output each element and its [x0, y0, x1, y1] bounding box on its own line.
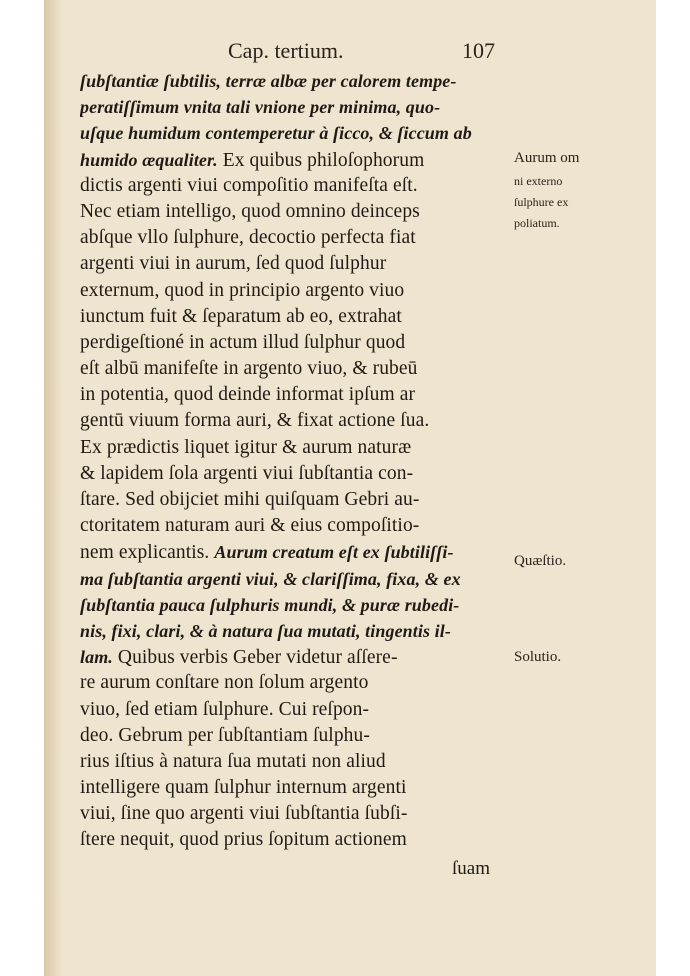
margin-note-aurum: Aurum om: [514, 150, 580, 166]
book-page: [44, 0, 656, 976]
running-title: Cap. tertium.: [228, 38, 344, 63]
text-line: ſubſtantia pauca ſulphuris mundi, & puræ rubedi-: [80, 594, 460, 615]
text-line: nis, fixi, clari, & à natura ſua mutati, tingentis il-: [80, 620, 451, 641]
margin-note-aurum: poliatum.: [514, 216, 560, 230]
text-line: Ex prædictis liquet igitur & aurum naturæ: [80, 436, 412, 458]
outer-margin-right: [656, 0, 690, 976]
text-line: abſque vllo ſulphure, decoctio perfecta fiat: [80, 227, 416, 249]
main-text-block: [80, 68, 512, 854]
text-line: iunctum fuit & ſeparatum ab eo, extrahat: [80, 305, 402, 327]
catchword: ſuam: [452, 858, 490, 879]
text-line: rius iſtius à natura ſua mutati non aliud: [80, 750, 386, 772]
text-line: viui, ſine quo argenti viui ſubſtantia ſubſi-: [80, 803, 408, 825]
text-line: intelligere quam ſulphur internum argenti: [80, 777, 407, 799]
text-line: & lapidem ſola argenti viui ſubſtantia con-: [80, 462, 414, 484]
margin-note-aurum: ni externo: [514, 174, 563, 188]
text-line: ſubſtantiæ ſubtilis, terræ albæ per calorem tempe-: [80, 71, 457, 91]
text-line: gentū viuum forma auri, & fixat actione ſua.: [80, 410, 430, 432]
text-line: eſt albū manifeſte in argento viuo, & rubeū: [80, 358, 418, 380]
page-gutter-shadow: [44, 0, 62, 976]
margin-note-solutio: Solutio.: [514, 649, 562, 665]
text-line: lam. Quibus verbis Geber videtur aſſere-: [80, 647, 398, 669]
text-line: re aurum conſtare non ſolum argento: [80, 672, 369, 694]
text-line: ctoritatem naturam auri & eius compoſitio-: [80, 515, 420, 537]
text-line: ſtare. Sed obijciet mihi quiſquam Gebri au-: [80, 489, 420, 510]
text-line: humido æqualiter. Ex quibus philoſophorum: [80, 149, 425, 171]
margin-notes: [514, 0, 654, 976]
text-line: Nec etiam intelligo, quod omnino deinceps: [80, 200, 420, 222]
margin-note-quaestio: Quæſtio.: [514, 553, 567, 569]
text-line: ma ſubſtantia argenti viui, & clariſſima, fixa, & ex: [80, 568, 461, 589]
text-line: deo. Gebrum per ſubſtantiam ſulphu-: [80, 724, 370, 746]
margin-note-aurum: ſulphure ex: [514, 195, 569, 209]
text-line: dictis argenti viui compoſitio manifeſta eſt.: [80, 174, 418, 196]
page-number: 107: [462, 38, 495, 63]
text-line: viuo, ſed etiam ſulphure. Cui reſpon-: [80, 698, 370, 720]
text-line: uſque humidum contemperetur à ſicco, & ſiccum ab: [80, 123, 472, 144]
text-line: nem explicantis. Aurum creatum eſt ex ſubtiliſſi-: [80, 542, 454, 564]
outer-margin-left: [0, 0, 44, 976]
text-line: in potentia, quod deinde informat ipſum ar: [80, 384, 416, 406]
text-line: peratiſſimum vnita tali vnione per minima, quo-: [80, 97, 441, 118]
text-line: argenti viui in aurum, ſed quod ſulphur: [80, 253, 387, 275]
text-line: perdigeſtioné in actum illud ſulphur quod: [80, 331, 406, 353]
text-line: ſtere nequit, quod prius ſopitum actionem: [80, 829, 407, 851]
text-line: externum, quod in principio argento viuo: [80, 279, 405, 301]
